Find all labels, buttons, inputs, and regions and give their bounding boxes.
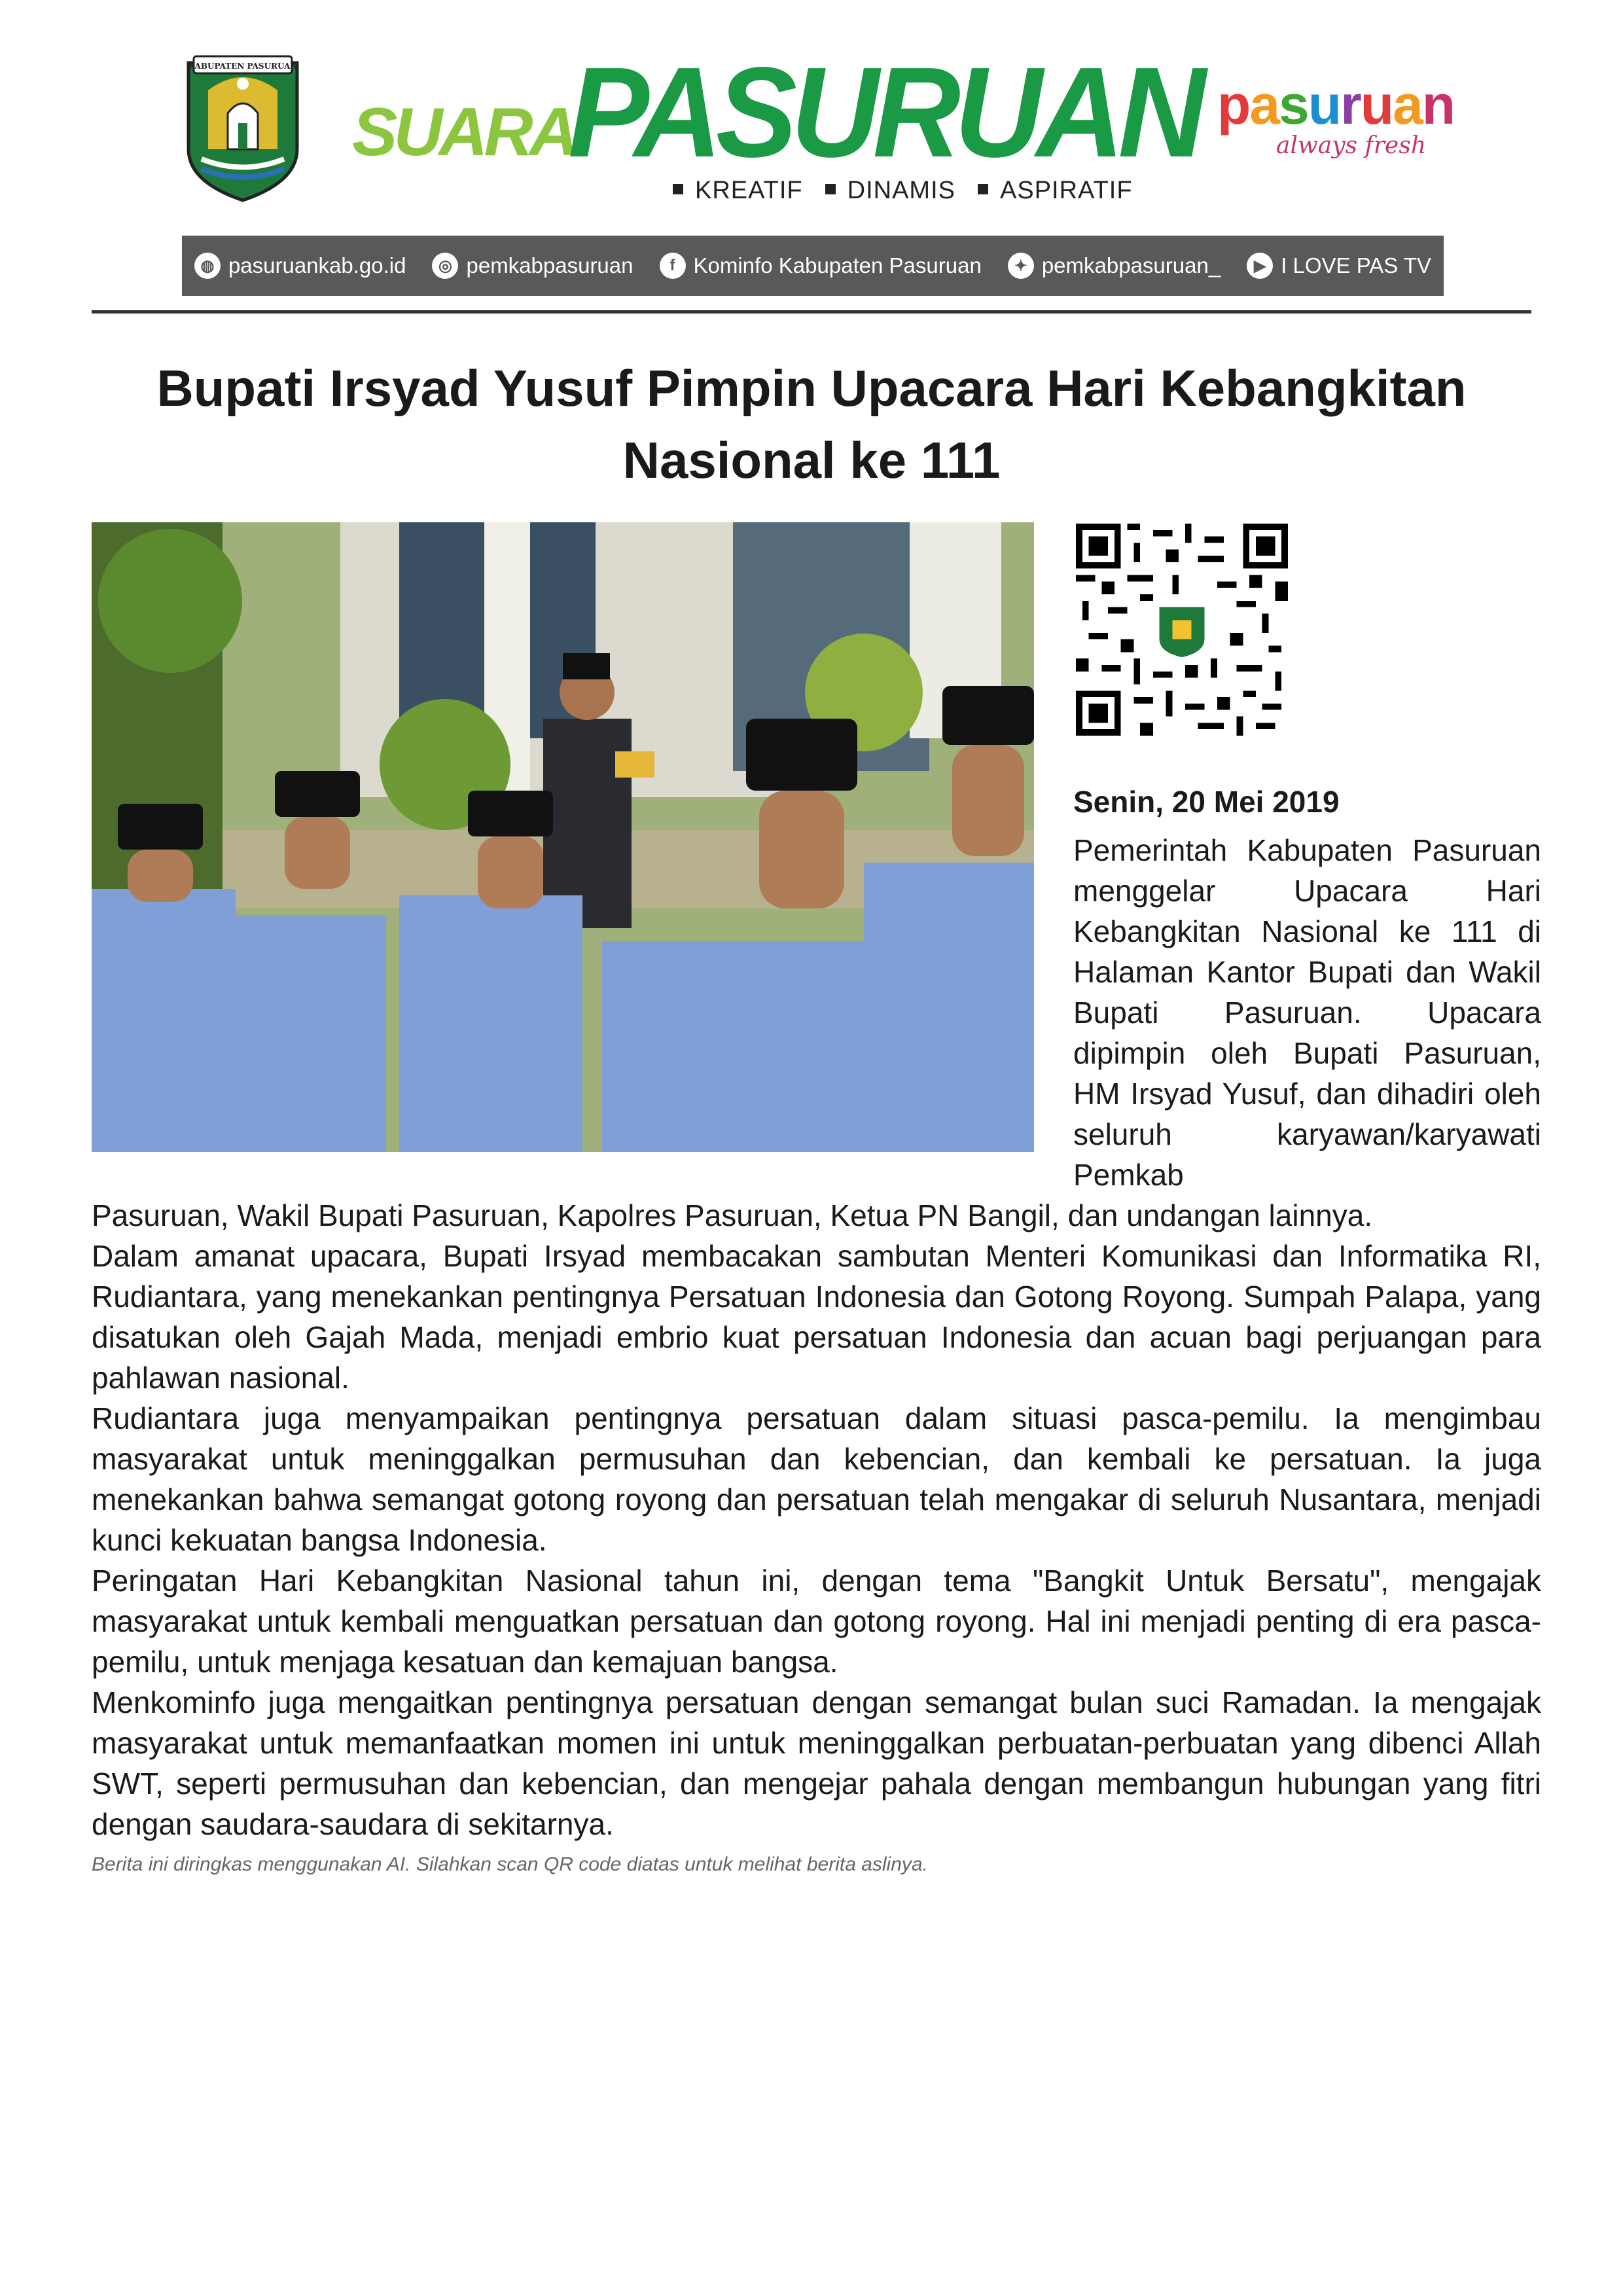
tagline-item: DINAMIS	[825, 177, 955, 205]
qr-code[interactable]	[1076, 524, 1288, 736]
social-link-website[interactable]: ◍ pasuruankab.go.id	[194, 253, 406, 279]
globe-icon: ◍	[194, 253, 221, 279]
instagram-icon: ◎	[432, 253, 458, 279]
paragraph: Peringatan Hari Kebangkitan Nasional tahun ini, dengan tema "Bangkit Untuk Bersatu", mengajak masyarakat untuk kembali menguatkan persatuan dan gotong royong. Hal ini menjadi penting di era pasca-pemilu, untuk menjaga kesatuan dan kemajuan bangsa.	[92, 1564, 1541, 1679]
title-line-2: Nasional ke 111	[622, 431, 1001, 489]
article-lead: Pemerintah Kabupaten Pasuruan menggelar Upacara Hari Kebangkitan Nasional ke 111 di Halaman Kantor Bupati dan Wakil Bupati Pasuruan. Upacara dipimpin oleh Bupati Pasuruan, HM Irsyad Yusuf, dan dihadiri oleh seluruh karyawan/karyawati Pemkab	[1073, 833, 1541, 1192]
brand-prefix: SUARA	[352, 94, 575, 170]
social-link-instagram[interactable]: ◎ pemkabpasuruan	[432, 253, 633, 279]
paragraph: Menkominfo juga mengaitkan pentingnya persatuan dengan semangat bulan suci Ramadan. Ia mengajak masyarakat untuk memanfaatkan momen ini untuk meninggalkan perbuatan-perbuatan yang dibenci Allah SWT, seperti permusuhan dan kebencian, dan mengejar pahala dengan membangun hubungan yang fitri dengan saudara-saudara di sekitarnya.	[92, 1685, 1541, 1841]
svg-text:KABUPATEN PASURUAN: KABUPATEN PASURUAN	[188, 62, 298, 71]
paragraph: Dalam amanat upacara, Bupati Irsyad membacakan sambutan Menteri Komunikasi dan Informatika RI, Rudiantara, yang menekankan pentingnya Persatuan Indonesia dan Gotong Royong. Sumpah Palapa, yang disatukan oleh Gajah Mada, menjadi embrio kuat persatuan Indonesia dan acuan bagi perjuangan para pahlawan nasional.	[92, 1239, 1541, 1395]
square-bullet-icon	[673, 184, 683, 194]
tourism-slogan: always fresh	[1276, 132, 1427, 159]
article-body	[92, 1195, 1541, 1844]
social-link-twitter[interactable]: ✦ pemkabpasuruan_	[1008, 253, 1221, 279]
article-date: Senin, 20 Mei 2019	[1073, 785, 1340, 819]
play-icon: ▶	[1247, 253, 1273, 279]
twitter-icon: ✦	[1008, 253, 1034, 279]
article-title	[92, 352, 1531, 496]
tagline-item: ASPIRATIF	[978, 177, 1133, 205]
tagline	[673, 177, 1133, 205]
ai-summary-footnote: Berita ini diringkas menggunakan AI. Silahkan scan QR code diatas untuk melihat berita aslinya.	[92, 1854, 928, 1875]
kabupaten-crest-logo	[182, 51, 304, 203]
square-bullet-icon	[825, 184, 836, 194]
ceremony-photo	[92, 522, 1034, 1152]
lead-continued: Pasuruan, Wakil Bupati Pasuruan, Kapolres Pasuruan, Ketua PN Bangil, dan undangan lainnya.	[92, 1198, 1373, 1232]
social-link-youtube[interactable]: ▶ I LOVE PAS TV	[1247, 253, 1431, 279]
square-bullet-icon	[978, 184, 988, 194]
tagline-item: KREATIF	[673, 177, 803, 205]
tourism-wordmark: pasuruan	[1217, 74, 1455, 135]
paragraph: Rudiantara juga menyampaikan pentingnya persatuan dalam situasi pasca-pemilu. Ia mengimbau masyarakat untuk meninggalkan permusuhan dan kebencian, dan kembali ke persatuan. Ia juga menekankan bahwa semangat gotong royong dan persatuan telah mengakar di seluruh Nusantara, menjadi kunci kekuatan bangsa Indonesia.	[92, 1401, 1541, 1557]
brand-title: PASURUAN	[568, 41, 1200, 184]
social-link-facebook[interactable]: f Kominfo Kabupaten Pasuruan	[660, 253, 982, 279]
social-bar	[182, 236, 1444, 296]
title-line-1: Bupati Irsyad Yusuf Pimpin Upacara Hari Kebangkitan	[156, 359, 1467, 417]
facebook-icon: f	[660, 253, 686, 279]
header-divider	[92, 310, 1531, 314]
tourism-logo	[1217, 74, 1459, 182]
